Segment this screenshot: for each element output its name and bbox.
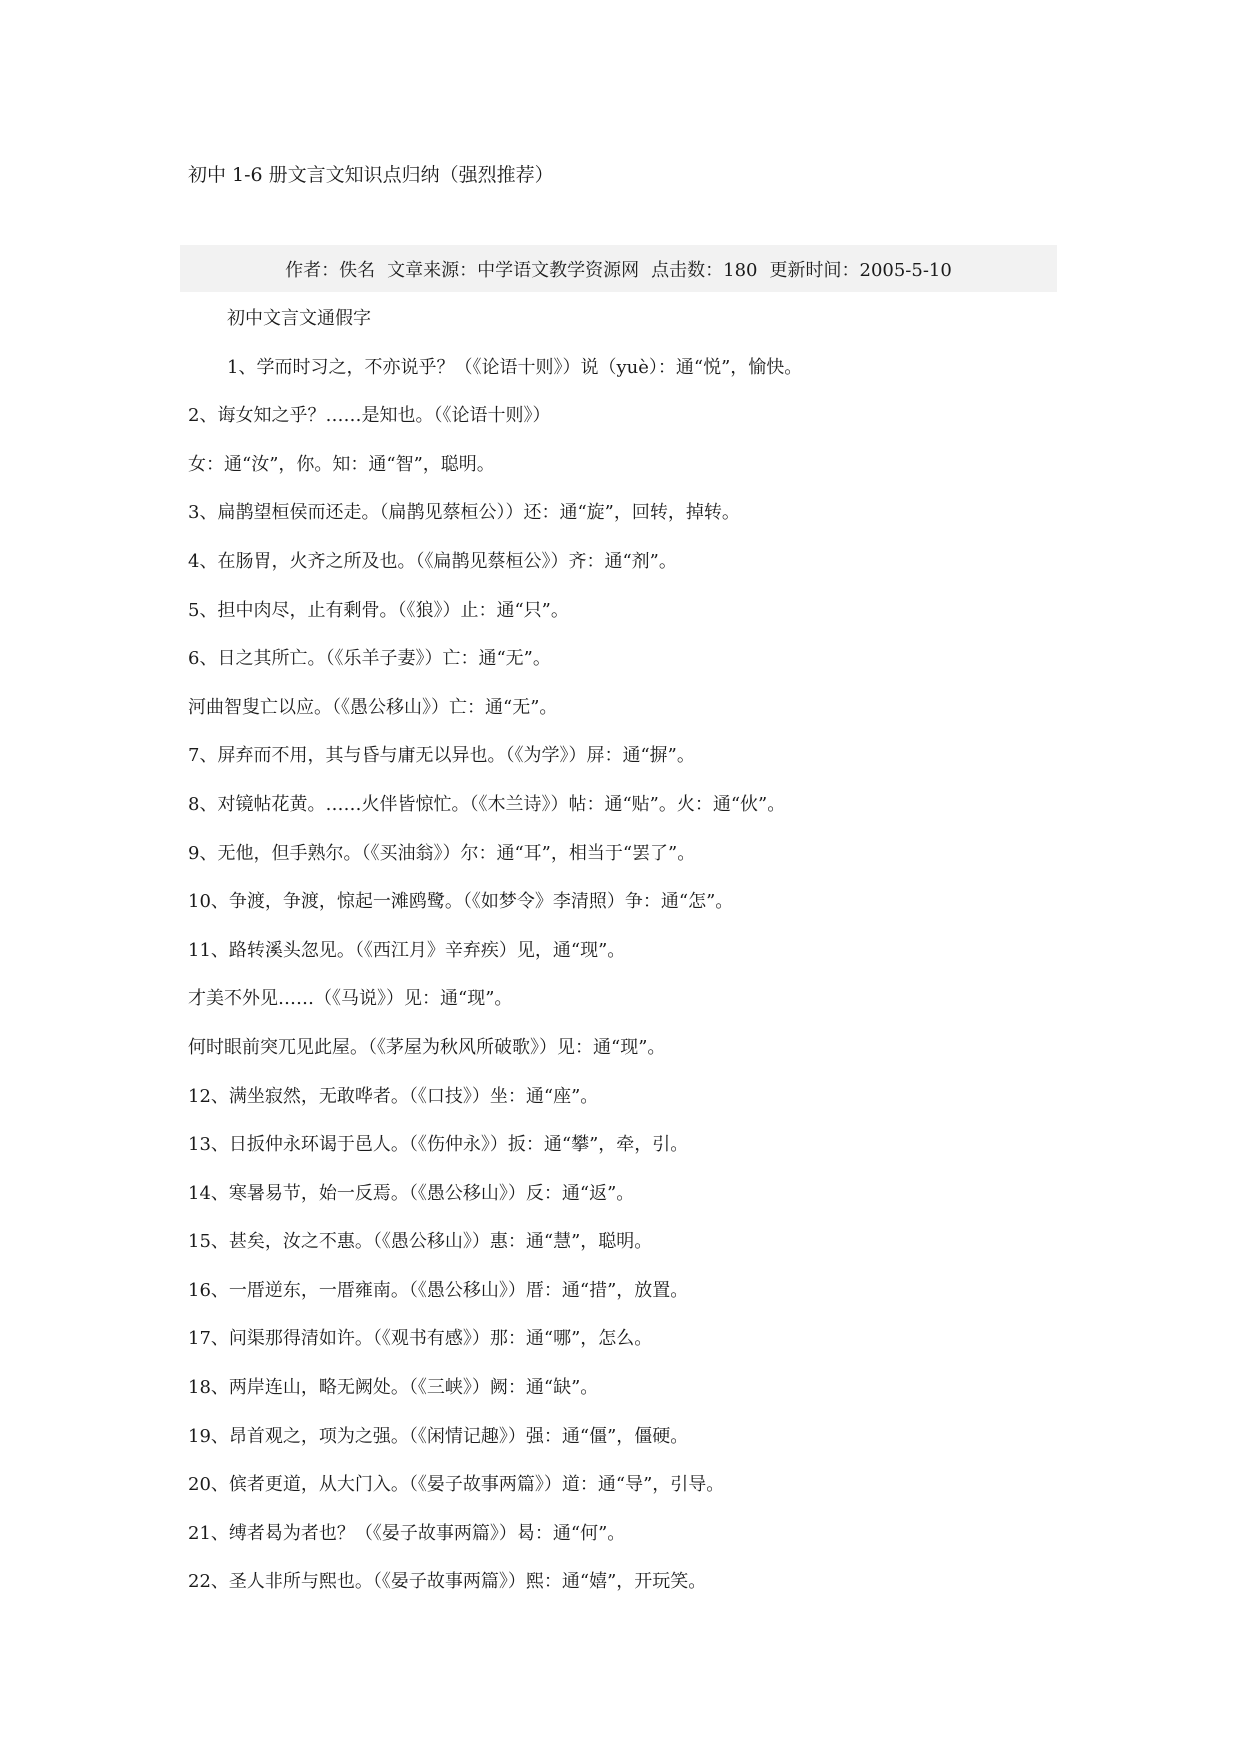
article-meta-bar [180, 245, 1057, 292]
text-line: 13、日扳仲永环谒于邑人。（《伤仲永》）扳：通“攀”，牵，引。 [188, 1134, 689, 1156]
text-line: 2、诲女知之乎？……是知也。（《论语十则》） [188, 405, 551, 427]
text-line: 14、寒暑易节，始一反焉。（《愚公移山》）反：通“返”。 [188, 1182, 635, 1204]
section-heading: 初中文言文通假字 [227, 308, 371, 329]
text-line: 22、圣人非所与熙也。（《晏子故事两篇》）熙：通“嬉”，开玩笑。 [188, 1571, 707, 1593]
text-line: 19、昂首观之，项为之强。（《闲情记趣》）强：通“僵”，僵硬。 [188, 1425, 689, 1447]
text-line: 15、甚矣，汝之不惠。（《愚公移山》）惠：通“慧”，聪明。 [188, 1231, 653, 1253]
text-line: 8、对镜帖花黄。……火伴皆惊忙。（《木兰诗》）帖：通“贴”。火：通“伙”。 [188, 793, 786, 815]
article-body [188, 307, 1188, 1619]
text-line: 才美不外见……（《马说》）见：通“现”。 [188, 988, 513, 1010]
text-line: 何时眼前突兀见此屋。（《茅屋为秋风所破歌》）见：通“现”。 [188, 1036, 666, 1058]
text-line: 女：通“汝”，你。知：通“智”，聪明。 [188, 453, 495, 475]
text-line: 4、在肠胃，火齐之所及也。（《扁鹊见蔡桓公》）齐：通“剂”。 [188, 550, 677, 572]
text-line: 6、日之其所亡。（《乐羊子妻》）亡：通“无”。 [188, 648, 551, 670]
text-line: 18、两岸连山，略无阙处。（《三峡》）阙：通“缺”。 [188, 1377, 599, 1399]
meta-updated: 更新时间：2005-5-10 [769, 259, 952, 281]
text-line: 20、傧者更道，从大门入。（《晏子故事两篇》）道：通“导”，引导。 [188, 1474, 725, 1496]
meta-source: 文章来源：中学语文教学资源网 [387, 259, 640, 281]
document-title: 初中 1-6 册文言文知识点归纳（强烈推荐） [188, 164, 554, 186]
meta-clicks: 点击数：180 [651, 259, 758, 281]
meta-author: 作者：佚名 [285, 259, 376, 281]
text-line: 9、无他，但手熟尔。（《买油翁》）尔：通“耳”，相当于“罢了”。 [188, 842, 696, 864]
text-line: 16、一厝逆东，一厝雍南。（《愚公移山》）厝：通“措”，放置。 [188, 1279, 689, 1301]
text-line: 10、争渡，争渡，惊起一滩鸥鹭。（《如梦令》李清照）争：通“怎”。 [188, 891, 734, 913]
text-line: 1、学而时习之，不亦说乎？（《论语十则》）说（yuè）：通“悦”，愉快。 [227, 356, 803, 378]
text-line: 3、扁鹊望桓侯而还走。（扁鹊见蔡桓公））还：通“旋”，回转，掉转。 [188, 502, 740, 524]
text-line: 5、担中肉尽，止有剩骨。（《狼》）止：通“只”。 [188, 599, 569, 621]
text-line: 河曲智叟亡以应。（《愚公移山》）亡：通“无”。 [188, 696, 558, 718]
text-line: 11、路转溪头忽见。（《西江月》辛弃疾）见，通“现”。 [188, 939, 626, 961]
text-line: 21、缚者曷为者也？（《晏子故事两篇》）曷：通“何”。 [188, 1522, 626, 1544]
text-line: 17、问渠那得清如许。（《观书有感》）那：通“哪”，怎么。 [188, 1328, 653, 1350]
text-line: 12、满坐寂然，无敢哗者。（《口技》）坐：通“座”。 [188, 1085, 599, 1107]
text-line: 7、屏弃而不用，其与昏与庸无以异也。（《为学》）屏：通“摒”。 [188, 745, 695, 767]
